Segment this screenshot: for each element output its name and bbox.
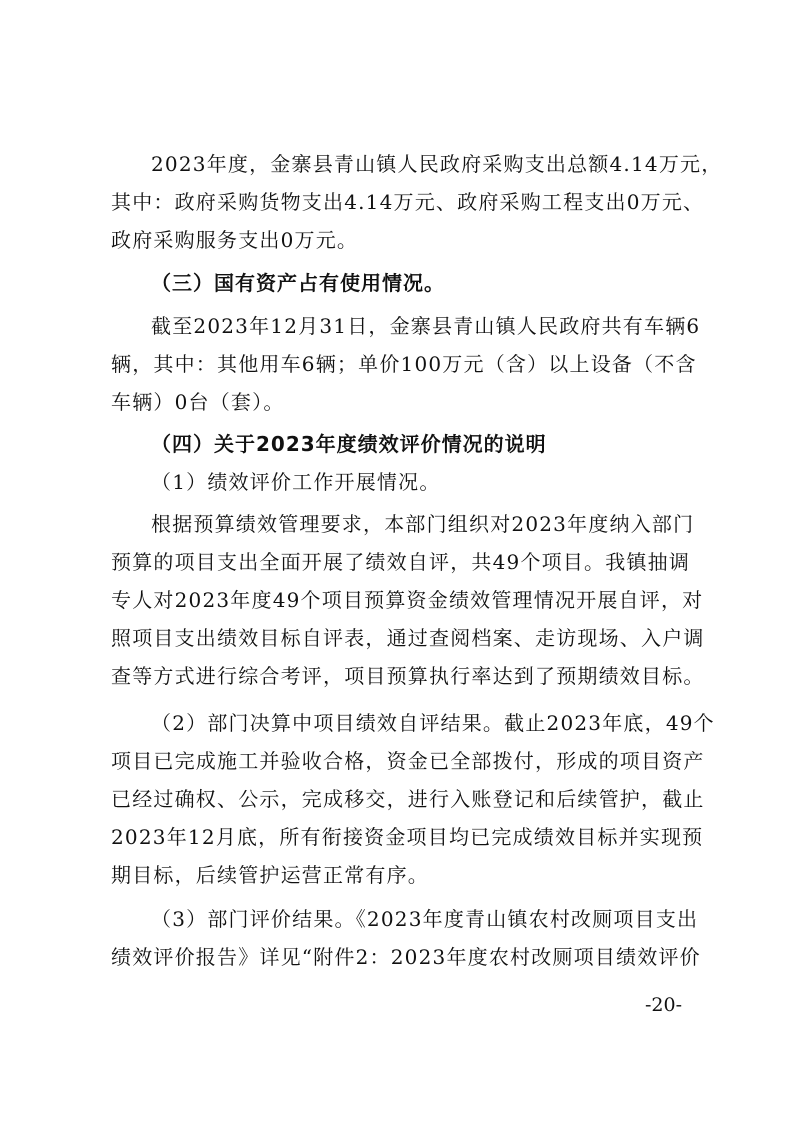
subheading-evaluation-work: （1）绩效评价工作开展情况。 bbox=[151, 470, 441, 494]
page-number: -20- bbox=[645, 994, 683, 1016]
paragraph-evaluation-line-5: 查等方式进行综合考评，项目预算执行率达到了预期绩效目标。 bbox=[111, 664, 705, 688]
paragraph-self-evaluation-line-3: 已经过确权、公示，完成移交，进行入账登记和后续管护，截止 bbox=[111, 787, 705, 811]
paragraph-assets-line-1: 截至2023年12月31日，金寨县青山镇人民政府共有车辆6 bbox=[151, 314, 701, 338]
paragraph-self-evaluation-line-2: 项目已完成施工并验收合格，资金已全部拨付，形成的项目资产 bbox=[111, 749, 705, 773]
paragraph-evaluation-line-1: 根据预算绩效管理要求，本部门组织对2023年度纳入部门 bbox=[151, 512, 695, 536]
paragraph-self-evaluation-line-1: （2）部门决算中项目绩效自评结果。截止2023年底，49个 bbox=[151, 711, 715, 735]
paragraph-procurement-line-1: 2023年度，金寨县青山镇人民政府采购支出总额4.14万元， bbox=[151, 152, 723, 176]
paragraph-evaluation-line-4: 照项目支出绩效目标自评表，通过查阅档案、走访现场、入户调 bbox=[111, 626, 705, 650]
section-heading-state-assets: （三）国有资产占有使用情况。 bbox=[151, 271, 445, 295]
paragraph-results-line-1: （3）部门评价结果。《2023年度青山镇农村改厕项目支出 bbox=[151, 907, 699, 931]
paragraph-procurement-line-3: 政府采购服务支出0万元。 bbox=[111, 228, 359, 252]
section-heading-performance-evaluation: （四）关于2023年度绩效评价情况的说明 bbox=[151, 432, 547, 456]
paragraph-assets-line-2: 辆，其中：其他用车6辆；单价100万元（含）以上设备（不含 bbox=[111, 352, 697, 376]
paragraph-self-evaluation-line-4: 2023年12月底，所有衔接资金项目均已完成绩效目标并实现预 bbox=[111, 825, 704, 849]
paragraph-evaluation-line-2: 预算的项目支出全面开展了绩效自评，共49个项目。我镇抽调 bbox=[111, 550, 691, 574]
paragraph-self-evaluation-line-5: 期目标，后续管护运营正常有序。 bbox=[111, 863, 429, 887]
paragraph-assets-line-3: 车辆）0台（套）。 bbox=[111, 390, 285, 414]
paragraph-procurement-line-2: 其中：政府采购货物支出4.14万元、政府采购工程支出0万元、 bbox=[111, 190, 705, 214]
paragraph-results-line-2: 绩效评价报告》详见“附件2：2023年度农村改厕项目绩效评价 bbox=[111, 945, 701, 969]
paragraph-evaluation-line-3: 专人对2023年度49个项目预算资金绩效管理情况开展自评，对 bbox=[111, 588, 704, 612]
